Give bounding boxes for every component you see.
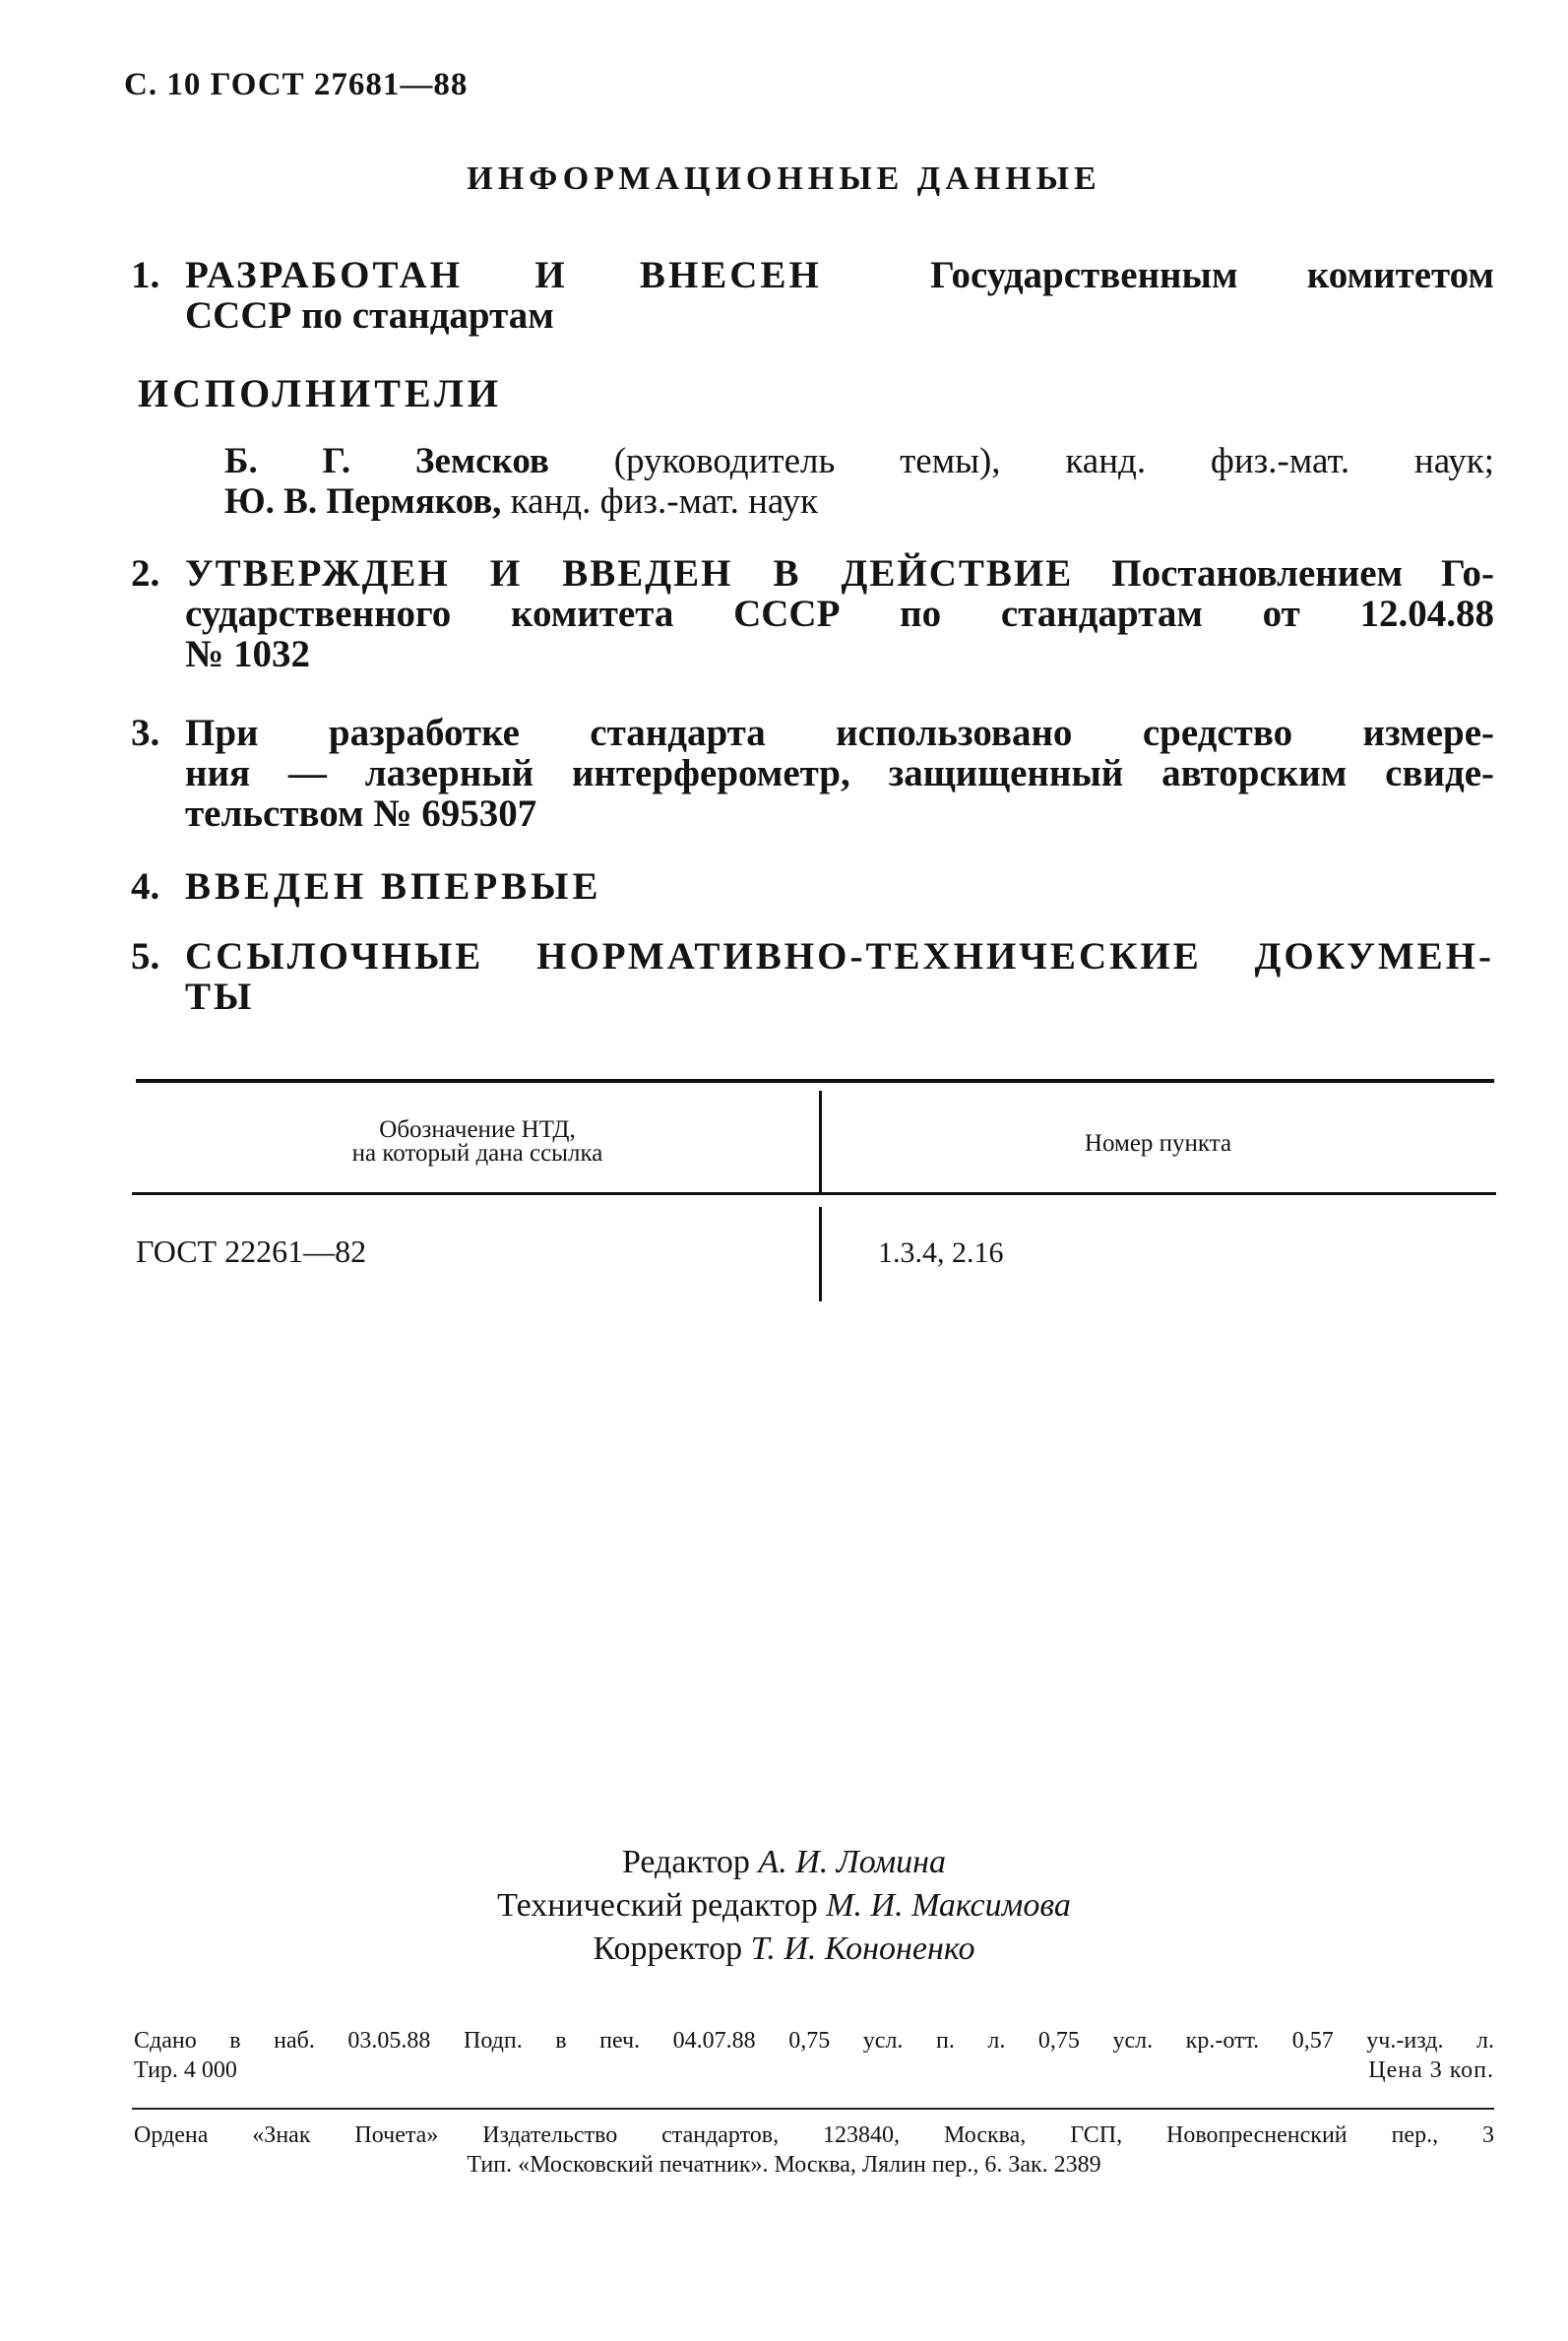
item-5 (0, 936, 1568, 1025)
item-2-line-1-rest: Постановлением Го- (1111, 552, 1494, 595)
table-col2-header: Номер пункта (1084, 1130, 1232, 1157)
tech-editor-line (0, 1884, 1568, 1928)
performer-1 (224, 441, 1494, 481)
print-data-line: Сдано в наб. 03.05.88 Подп. в печ. 04.07.88 0,75 усл. п. л. 0,75 усл. кр.-отт. 0,57 уч.-изд. л. (134, 2028, 1494, 2054)
performer-2 (224, 481, 1494, 522)
table-top-rule (136, 1079, 1494, 1083)
item-5-number: 5. (131, 935, 160, 978)
editor-label: Редактор (621, 1844, 750, 1880)
item-1-line-2: СССР по стандартам (185, 294, 554, 337)
credits (0, 1841, 1568, 1971)
price: Цена 3 коп. (1368, 2057, 1494, 2083)
editor-line (0, 1841, 1568, 1884)
print-run: Тир. 4 000 (134, 2057, 237, 2083)
table-row-clause: 1.3.4, 2.16 (878, 1236, 1004, 1269)
performers-list (224, 441, 1494, 522)
table-row-doc: ГОСТ 22261—82 (136, 1234, 367, 1269)
item-2-lead: УТВЕРЖДЕН И ВВЕДЕН В ДЕЙСТВИЕ (185, 552, 1074, 595)
performer-2-name: Ю. В. Пермяков, (224, 481, 502, 522)
item-5-line-2: ТЫ (185, 976, 255, 1018)
item-2-line-2: сударственного комитета СССР по стандартам от 12.04.88 (185, 593, 1494, 635)
table-body-divider (819, 1207, 822, 1301)
item-4 (0, 866, 1568, 911)
item-3-number: 3. (131, 712, 160, 754)
tech-editor-label: Технический редактор (497, 1887, 818, 1924)
table-header-rule (132, 1192, 1496, 1195)
item-1 (0, 255, 1568, 344)
performer-1-name: Б. Г. Земсков (224, 441, 549, 481)
editor-name: А. И. Ломина (758, 1844, 947, 1880)
printer: Тип. «Московский печатник». Москва, Лялин пер., 6. Зак. 2389 (467, 2152, 1101, 2178)
item-3 (0, 713, 1568, 841)
publisher: Ордена «Знак Почета» Издательство стандартов, 123840, Москва, ГСП, Новопресненский пер., 3 (134, 2122, 1494, 2148)
item-4-number: 4. (131, 865, 160, 908)
item-4-text: ВВЕДЕН ВПЕРВЫЕ (185, 865, 602, 908)
item-3-line-3: тельством № 695307 (185, 792, 537, 835)
item-2-line-1 (185, 553, 1494, 594)
performer-1-details: (руководитель темы), канд. физ.-мат. наук; (613, 441, 1494, 481)
table-col1-header-line-2: на который дана ссылка (351, 1140, 603, 1167)
item-3-line-1: При разработке стандарта использовано средство измере- (185, 712, 1494, 754)
item-5-line-1: ССЫЛОЧНЫЕ НОРМАТИВНО-ТЕХНИЧЕСКИЕ ДОКУМЕН- (185, 935, 1494, 978)
item-3-line-2: ния — лазерный интерферометр, защищенный авторским свиде- (185, 752, 1494, 794)
performer-2-details: канд. физ.-мат. наук (510, 481, 818, 522)
performers-heading: ИСПОЛНИТЕЛИ (138, 371, 503, 415)
item-2 (0, 553, 1568, 681)
tech-editor-name: М. И. Максимова (826, 1887, 1071, 1924)
section-title: ИНФОРМАЦИОННЫЕ ДАННЫЕ (467, 160, 1101, 197)
proofreader-label: Корректор (593, 1930, 743, 1967)
page-header: С. 10 ГОСТ 27681—88 (124, 67, 469, 102)
item-1-line-1 (185, 255, 1494, 295)
table-col1-header-line-1: Обозначение НТД, (379, 1116, 576, 1143)
item-1-lead: РАЗРАБОТАН И ВНЕСЕН (185, 254, 822, 296)
proofreader-line (0, 1928, 1568, 1971)
item-1-rest: Государственным комитетом (930, 254, 1494, 296)
item-2-number: 2. (131, 552, 160, 595)
footer-rule (132, 2108, 1494, 2110)
item-2-line-3: № 1032 (185, 633, 310, 675)
item-1-number: 1. (131, 254, 160, 296)
proofreader-name: Т. И. Кононенко (750, 1930, 975, 1967)
table-col1-header (136, 1118, 819, 1166)
